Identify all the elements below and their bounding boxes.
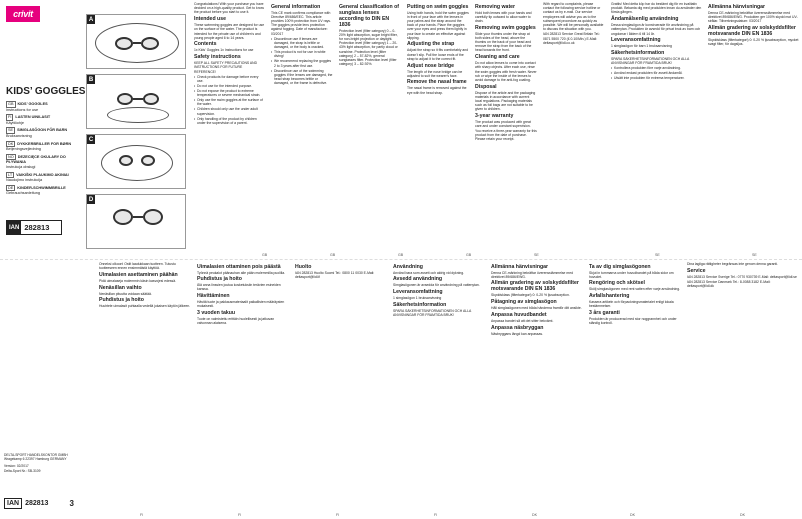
strap-shape [107,107,169,123]
language-title: DEZECIĘCE OKULARY DO PŁYWANIA [6,154,66,165]
back-ian-code [4,496,74,510]
bottom-half [0,260,802,519]
section-text: IAN 282813 Huolto Suomi Tel.: 0800 11 0030 E-Mail: deltasport@lidl.fi [295,270,375,279]
section-text: Protection level (filter category) 0 – 0-20% light absorption, sugar bright filter, for non-bright projection or daylight. Protection level (filter category) 1 – 20-43% light absorption, for partly cloud or sunshine. Protection level (filter category) 2 – 57-82%, general sunglasses filter. Protection level (filter category) 3 – 82-92%. [339,28,398,67]
ident-text: Delta-Sport Nr.: SB-3109 [4,468,41,473]
bullet-item: • Discontinue use if lenses are damaged, the strap is brittle or damaged, or the body is cracked. [271,37,333,50]
brand-logo: crivit [6,6,40,22]
section-text: 1 simglasögon för barn 1 bruksanvisning [611,44,672,49]
cover-panel [0,0,190,259]
language-code: LT [8,172,13,177]
bullet-item: • Kontrollera produkten före varje användning. [611,66,702,70]
section-heading: Intended use [194,16,226,23]
intro-text: Onneksi olkoon! Ostit laadukkaan tuotteen. Tutustu tuotteeseen ennen ensimmäistä käyttöä. [99,262,176,271]
left-lens [117,93,133,105]
figure-d [86,194,186,249]
language-title: DYKKERBRILLER FOR BØRN [17,141,72,146]
section-text: Skyddsklass (filterkategori) 0: 0-20 % ljusabsorption, mycket svagt filter, för dagsljus. [708,37,799,46]
intro-text: Grattis! Med detta köp har du bestämt dig för en kvalitativ produkt. Bekanta dig med produkten innan du använder den första gången. [611,2,702,15]
bullet-item: • Använd endast produkten för avsett ändamål. [611,71,702,75]
section-text: Pidä uimalaseja molemmin käsin kasvojesi edessä. [99,278,177,283]
section-heading: Ändamålsenlig användning [611,16,679,23]
section-text: Håll simglasögonen med båda händerna framför ditt ansikte. [491,306,582,311]
ian-number: 282813 [24,223,50,232]
section-heading: 3 vuoden takuu [197,310,236,317]
text-column [489,262,585,515]
top-half [0,0,802,259]
section-heading: General information [271,3,321,10]
section-heading: Contents [194,41,217,48]
language-subtitle: Instructions for use [6,107,39,112]
section-heading: Puhdistus ja hoito [99,297,144,304]
ian-number: 282813 [25,499,49,507]
section-text: Tuote on valmistettu erittäin huolellisesti ja jatkuvan valvonnan alaisena. [197,317,275,326]
section-text: The product was produced with great care and under constant supervision. You receive a three-year warranty for this product from the date of purchase. Please retain your receipt. [475,120,537,141]
bullet-item: • Check products for damage before every use. [194,75,265,83]
bullet-item: • Children should only use the under adult supervision. [194,107,265,115]
section-heading: Säkerhetsinformation [611,49,665,56]
language-subtitle: Betjeningsvejledning [6,147,41,152]
page-number: FI [336,513,340,517]
section-heading: Allmän gradering av solskyddsfilter motsvarande DIN EN 1836 [708,24,796,37]
section-heading: Removing water [475,3,516,10]
section-heading: Avfallshantering [589,293,630,300]
right-lens [143,209,163,225]
language-subtitle: Käyttöohje [6,120,24,125]
language-title: KINDER-SCHWIMMBRILLE [17,185,66,190]
section-heading: Säkerhetsinformation [393,301,447,308]
text-column [685,262,800,515]
section-text: The nasal frame is removed against the eye with the head strap. [407,86,467,95]
section-text: SPARA SÄKERHETSINFORMATIONEN OCH ALLA ANVISNINGAR FÖR FRAMTIDA BRUK! [611,56,690,66]
section-heading: Remove the nasal frame [407,79,467,86]
page-number: FI [238,513,242,517]
bullet-item: • This product is not for use in white diving! [271,50,333,58]
left-lens [113,209,133,225]
section-text: Hävitä tuote ja pakkausmateriaalit paikallisten määräysten mukaisesti. [197,300,285,309]
language-entry [6,154,76,170]
section-heading: 3-year warranty [475,113,514,120]
section-heading: Leveransomfattning [393,288,443,295]
intro-text: Congratulations! With your purchase you have decided on a high-quality product. Get to know the product before you start to use it. [194,2,264,15]
section-heading: Allmänna hänvisningar [491,263,549,270]
section-heading: Adjust nose bridge [407,62,454,69]
bullet-item: • Do not use for the intended purpose. [194,84,265,88]
text-column [337,2,403,255]
section-text: IAN 282813 Service Danmark Tel.: 8-0088 3182 E-Mail: deltasport@lidl.dk [687,279,771,289]
horizontal-fold [0,259,802,260]
page-number: GB [330,253,336,257]
language-code: DK [8,141,14,146]
ian-code [6,220,62,235]
section-text: The length of the nose bridge can be adjusted to suit the wearer's face. [407,69,463,78]
language-code: GB [8,102,14,106]
section-text: SPARA SÄKERHETSINFORMATIONEN OCH ALLA ANVISNINGAR FÖR FRAMTIDA BRUK! [393,308,472,317]
section-heading: Adjusting the strap [407,41,455,48]
nose-bridge [133,216,143,218]
bullet-list [611,66,702,80]
section-text: Denna CE-märkning bekräftar överensstämmelse med direktivet 89/686/EWG. Produkten ger 100% skydd mot UV-strålar. Tillverkningsdatum: 03/2017 [708,10,798,23]
section-heading: 3 års garanti [589,310,620,317]
bullet-item: • We recommend replacing the goggles 2 to 3 years after first use. [271,59,333,67]
section-heading: Avsedd användning [393,276,443,283]
page-number: GB [466,253,472,257]
section-text: Using both hands, hold the swim goggles in front of your face with the lenses in your palms and the strap around the back of your hands. Place the goggles over your eyes and press them lightly in your face to create an effective against slipping. [407,10,469,40]
section-text: Näsbryggans längd kan anpassas. [491,331,544,336]
language-code: NO [8,154,14,159]
language-title: VAIKIŠKI PLAUKIMO AKINIAI [16,172,69,177]
section-text: Dessa simglasögon är konstruerade för användning på vattenytan. Produkten är avsedd för privat bruk av barn och ungdomar i åldern 6 till 14 år. [611,23,701,36]
section-text: Dispose of the article and the packaging materials in accordance with current local regulations. Packaging materials such as foil bags are not suitable to be given to children. [475,90,536,112]
nose-bridge [133,98,143,100]
left-lens [119,155,133,166]
language-title: KIDS’ GOGGLES [17,102,48,106]
bullet-list [194,75,265,125]
text-column [706,2,801,255]
figure-a [86,14,186,69]
bullet-item: • Only use the swim goggles at the surface of the water. [194,98,265,106]
text-column [97,262,193,515]
section-heading: General classification of sunglass lenses according to DIN EN 1836 [339,3,399,28]
section-heading: Service [687,267,706,274]
language-entry [6,172,76,183]
version-text: Version: 02/2017 [4,464,29,469]
language-subtitle: Naudojimo instrukcija [6,178,43,183]
page-number: SE [655,253,660,257]
section-heading: Allmän gradering av solskyddsfilter motsvarande DIN EN 1836 [491,280,579,293]
section-text: With regard to complaints, please contact the following service hotline or contact us by e-mail. Our service employees will advise you as to the subsequent procedure as quickly as possible. We will be personally available to discuss the situation with you. [543,2,604,32]
section-text: Do not allow lenses to come into contact with sharp objects. After each use, rinse the swim goggles with fresh water. Never rub or wipe the inside of the lenses to avoid damage to the anti-fog coating. [475,61,537,82]
text-column [609,2,704,255]
section-heading: Safety instructions [194,54,241,61]
section-heading: Puhdistus ja hoito [197,276,242,283]
section-heading: Uimalasien asettaminen päähän [99,271,178,278]
section-heading: Cleaning and care [475,54,520,61]
section-text: Anpassa bandet så att det sitter bekvämt. [491,318,554,323]
right-lens [141,37,159,50]
section-heading: Påtagning av simglasögon [491,299,557,306]
section-text: These swimming goggles are designed for use on the surface of the water. The product is intended for the private use of children's and young people aged 6 to 14 years. [194,23,265,40]
bullet-list [271,37,333,86]
bullet-item: • Only handling of the product by children under the supervision of a parent. [194,117,265,125]
language-entry [6,185,76,196]
section-heading: Hävittäminen [197,293,230,300]
language-title: LASTEN UINILASIT [15,115,51,120]
section-text: Kassera artikeln och förpackningsmaterialet enligt lokala bestämmelser. [589,300,674,309]
section-text: 1x Kids' Goggles 1x Instructions for use [194,48,254,53]
figure-label: A [88,16,94,23]
section-text: Dina lagliga rättigheter begränsas inte genom denna garanti. [687,262,779,266]
section-heading: Ta av dig simglasögonen [589,263,651,270]
section-text: Produkten är producerad med stor noggrannhet och under ständig kontroll. [589,317,677,326]
section-text: Älä anna linssien joutua kosketuksiin terävien esineiden kanssa. [197,283,281,292]
section-text: Adjust the strap so it fits comfortably and doesn't slip. Pull the loose ends of the strap to adjust it to the correct fit. [407,48,469,61]
language-entry [6,127,76,138]
language-title: SIMGLASÖGON FÖR BARN [17,128,68,133]
figure-label: C [88,136,94,143]
section-text: Denna CE-märkning bekräftar överensstämmelse med direktivet 89/686/EWG. [491,270,573,279]
section-heading: Huolto [295,263,312,270]
section-text: Nenäsillan pituutta voidaan säätää. [99,291,152,296]
section-heading: Removing swim goggles [475,24,536,31]
company-name: DELTA-SPORT HANDELSKONTOR GMBH Wragekamp 6 22397 Hamburg GERMANY [4,453,68,462]
figure-label: B [88,76,94,83]
page-number: SE [752,253,757,257]
section-text: This CE mark confirms compliance with Directive 89/686/EEC. This article provides 100% protection from UV rays. The goggles provide lens protection against fogging. Date of manufacture: 03/2017 [271,10,331,36]
language-subtitle: Instrukcja obsługi [6,164,36,169]
section-heading: Allmänna hänvisningar [708,3,766,10]
language-entry [6,141,76,152]
text-column [269,2,335,255]
language-code: FI [8,115,12,120]
figure-b [86,74,186,129]
company-address [4,453,80,473]
cover-title: KIDS’ GOGGLES [6,86,86,97]
language-entry [6,101,76,112]
text-column [195,262,291,515]
text-column [473,2,539,255]
strap-shape [101,145,173,181]
section-text: Huuhtele uimalasit puhtaalla vedellä jokaisen käytön jälkeen. [99,304,191,309]
page-number: DK [532,513,537,517]
language-code: DE [8,185,14,190]
page-number: DK [630,513,635,517]
text-column [587,262,683,515]
section-heading: Nenäsillan vaihto [99,284,142,291]
section-heading: Putting on swim goggles [407,3,469,10]
nose-bridge [133,42,141,44]
section-text: Työnnä peukalot päänauhan alle pään molemmilla puolilla. [197,270,286,275]
section-heading: Användning [393,263,423,270]
page-number: DK [740,513,745,517]
section-heading: Uimalasien ottaminen pois päästä [197,263,281,270]
page-number: GB [398,253,404,257]
page-number: SE [534,253,539,257]
text-column [192,2,267,255]
section-text: KEEP ALL SAFETY PRECAUTIONS AND INSTRUCTIONS FOR FUTURE REFERENCE! [194,61,258,74]
language-subtitle: Bruksanvisning [6,133,32,138]
left-lens [115,37,133,50]
section-heading: Disposal [475,83,497,90]
ian-label: IAN [7,221,21,234]
figure-c [86,134,186,189]
section-heading: Rengöring och skötsel [589,280,645,287]
section-heading: Leveransomfattning [611,37,661,44]
language-code: SE [8,128,14,133]
language-entry [6,114,76,125]
text-column [541,2,607,255]
text-column [391,262,487,515]
page-number: FI [140,513,144,517]
section-text: IAN 282813 Service Sverige Tel.: 0770 930739 E-Mail: deltasport@lidl.se [687,274,797,279]
section-text: Använd bara som avsett och aldrig vid dykning. [393,270,465,275]
text-column [405,2,471,255]
bullet-item: • Do not expose the product to extreme temperatures or severe mechanical strain. [194,89,265,97]
section-text: 1 simglasögon 1 bruksanvisning [393,295,442,300]
page-number: GB [262,253,268,257]
section-heading: Anpassa näsbryggan [491,324,544,331]
language-subtitle: Gebrauchsanleitung [6,191,40,196]
ian-label: IAN [4,498,22,509]
section-text: Hold both lenses with your hands and carefully tip outward to allow water to drain. [475,10,532,23]
page-number: FI [434,513,438,517]
section-text: IAN 282813 Service Great Britain Tel.: 0871 5500 720 (£ 0.10/Min.) E-Mail: deltasport@lidl.co.uk [543,32,601,45]
right-lens [143,93,159,105]
figure-label: D [88,196,94,203]
section-text: Slide your thumbs under the strap at both sides of the head, above the thumbs on the back of your head and remove the strap from the back of the head towards the front. [475,31,532,53]
text-column [293,262,389,515]
section-text: Skyddsklass (filterkategori) 0: 0-20 % ljusabsorption. [491,293,570,298]
page-mark: 3 [69,498,74,508]
bullet-item: • Discontinue use of the swimming goggles if the lenses are damaged, the head strap becomes brittle or damaged, or the frame is defective. [271,69,333,86]
bullet-item: • Utsätt inte produkten för extrema temperaturer. [611,76,702,80]
section-text: Skjut in tummarna under huvudbandet på båda sidor om huvudet. [589,270,674,279]
section-text: Skölj simglasögonen med rent vatten efter varje användning. [589,287,681,292]
right-lens [141,155,155,166]
language-list [6,101,76,198]
back-panel [0,260,95,519]
section-heading: Anpassa huvudbandet [491,311,547,318]
section-text: Simglasögonen är avsedda för användning på vattenytan. [393,283,480,288]
